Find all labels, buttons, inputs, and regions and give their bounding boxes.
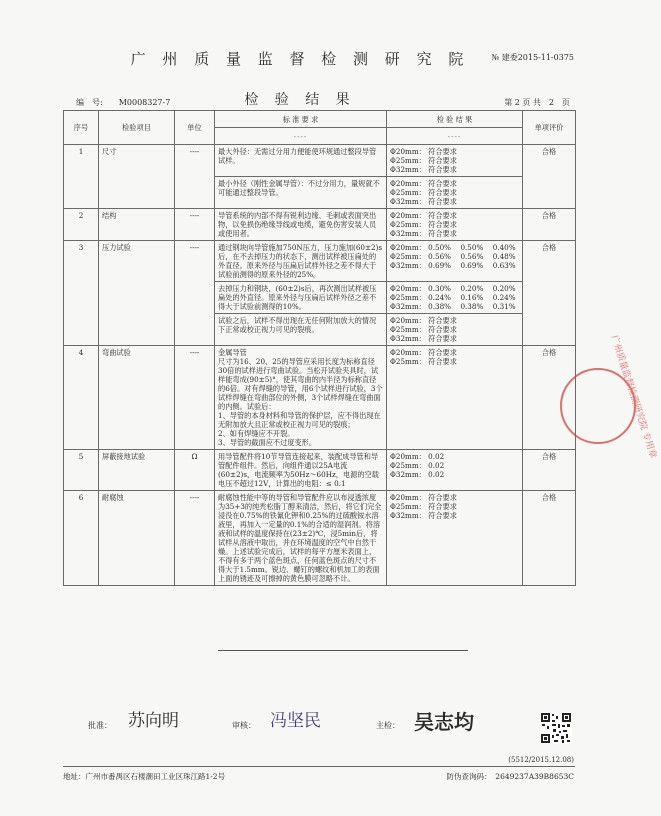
page-title: 检 验 结 果	[244, 92, 356, 108]
result-line: Φ25mm： 0.24% 0.16% 0.24%	[390, 293, 516, 302]
result-line: Φ20mm： 符合要求	[390, 493, 457, 502]
test-result	[387, 145, 523, 177]
header-item: 检验项目	[99, 111, 175, 145]
inspect-signature: 吴志均	[414, 710, 474, 734]
result-line: Φ20mm： 符合要求	[390, 211, 457, 220]
report-number: № 建委2015-11-0375	[491, 53, 574, 62]
result-line: Φ32mm： 符合要求	[390, 165, 457, 174]
result-line: Φ20mm： 符合要求	[390, 179, 457, 188]
result-line: Φ32mm： 0.02	[390, 470, 445, 479]
standard-requirement: 金属导管 尺寸为16、20、25的导管应采用长度为标称直径30倍的试样进行弯曲试验。当松开试验夹具时，试样能弯成(90±5)°，使其弯曲的内半径为标称直径的6倍。对有焊缝的导管，用6个试样进行试验，3个试样焊缝在弯曲部位的外侧，3个试样焊缝在弯曲面的内侧。试验后： 1、导管的本身材料和导管的保护层，应不得出现在无附加放大且正常或校正视力可见的裂痕； 2、如有焊缝应不开裂。 3、导管的截面应不过度变形。	[215, 346, 387, 450]
result-line: Φ20mm： 符合要求	[390, 348, 457, 357]
standard-requirement: 最小外径（刚性金属导管）：不过分用力，量规就不可能通过整段导管。	[215, 177, 387, 209]
single-evaluation: 合格	[523, 209, 576, 241]
serial-number: 编 号: M0008327-7	[76, 98, 171, 107]
header-result: 检 验 结 果	[387, 111, 523, 128]
footer-divider	[63, 766, 575, 767]
standard-requirement: 试验之后，试样不得出现在无任何附加放大的情况下正常或校正视力可见的裂痕。	[215, 314, 387, 346]
seal-text: 广州质量监督检测研究院 专用章	[608, 334, 658, 460]
unit: ----	[175, 491, 215, 586]
header-unit: 单位	[175, 111, 215, 145]
table-row	[64, 491, 576, 586]
test-item: 耐腐蚀	[99, 491, 175, 586]
result-line: Φ32mm： 0.38% 0.38% 0.31%	[390, 302, 516, 311]
result-line: Φ20mm： 符合要求	[390, 316, 457, 325]
header-seq: 序号	[64, 111, 99, 145]
test-result	[387, 282, 523, 314]
test-item: 屏蔽接地试验	[99, 450, 175, 491]
standard-requirement: 去掉压力和钢块，(60±2)s后，再次测出试样被压扁处的外直径。原来外径与压扁后试样外径之差不得大于试验前测得的10%。	[215, 282, 387, 314]
results-table	[63, 110, 576, 586]
result-line: Φ25mm： 符合要求	[390, 502, 457, 511]
qr-code-icon	[540, 712, 572, 744]
unit: ----	[175, 346, 215, 450]
document-version: (5512/2015.12.08)	[508, 756, 574, 764]
result-line: Φ25mm： 符合要求	[390, 357, 457, 366]
test-result	[387, 209, 523, 241]
header-standard-dash: ----	[215, 128, 387, 145]
table-row	[64, 145, 576, 177]
header-standard: 标 准 要 求	[215, 111, 387, 128]
header-eval: 单项评价	[523, 111, 576, 145]
test-result	[387, 450, 523, 491]
test-item: 尺寸	[99, 145, 175, 209]
test-item: 结构	[99, 209, 175, 241]
result-line: Φ20mm： 0.30% 0.20% 0.20%	[390, 284, 516, 293]
test-item: 弯曲试验	[99, 346, 175, 450]
test-result	[387, 314, 523, 346]
table-row	[64, 346, 576, 450]
single-evaluation: 合格	[523, 241, 576, 346]
result-line: Φ32mm： 符合要求	[390, 334, 457, 343]
approve-label: 批准：	[88, 721, 112, 730]
address: 地址：广州市番禺区石楼潮田工业区珠江路1-2号	[63, 772, 226, 781]
result-line: Φ20mm： 0.02	[390, 452, 445, 461]
test-result	[387, 177, 523, 209]
standard-requirement: 耐腐蚀性能中等的导管和导管配件应以布浸透浓度为35+3的纯秃松脂丁醇来清洁，然后，将它们完全浸没在0.75%的铁氰化钾和0.25%的过硫酸铵水溶液里，再加入一定量的0.1%的合适的湿润剂。将溶液和试样的温度保持在(23±2)℃，浸5min后，将试样从溶液中取出，并在环境温度的空气中自然干燥。上述试验完成后，试样的每平方厘米表面上，不得有多于两个蓝色斑点，任何蓝色斑点的尺寸不得大于1.5mm。锐边、螺钉的螺纹和机加工的表面上面的锈迹及可擦掉的黄色膜可忽略不计。	[215, 491, 387, 586]
result-line: Φ25mm： 符合要求	[390, 188, 457, 197]
end-rule	[218, 650, 468, 651]
unit: ----	[175, 145, 215, 209]
row-number: 4	[64, 346, 99, 450]
review-label: 审核：	[232, 721, 256, 730]
result-line: Φ20mm： 符合要求	[390, 147, 457, 156]
result-line: Φ25mm： 符合要求	[390, 156, 457, 165]
unit: ----	[175, 241, 215, 346]
unit: Ω	[175, 450, 215, 491]
organization-name: 广 州 质 量 监 督 检 测 研 究 院	[130, 50, 470, 68]
row-number: 5	[64, 450, 99, 491]
test-result	[387, 241, 523, 282]
inspect-label: 主检：	[376, 721, 400, 730]
official-seal	[560, 334, 658, 460]
table-row	[64, 241, 576, 282]
approve-signature: 苏向明	[128, 711, 179, 731]
table-row	[64, 209, 576, 241]
result-line: Φ32mm： 0.69% 0.69% 0.63%	[390, 261, 516, 270]
test-item: 压力试验	[99, 241, 175, 346]
result-line: Φ25mm： 符合要求	[390, 325, 457, 334]
single-evaluation: 合格	[523, 450, 576, 491]
table-header-row	[64, 111, 576, 128]
single-evaluation: 合格	[523, 491, 576, 586]
row-number: 6	[64, 491, 99, 586]
result-line: Φ32mm： 符合要求	[390, 229, 457, 238]
standard-requirement: 通过钢块向导管施加750N压力，压力施加(60±2)s后，在不去掉压力的状态下，测出试样被压扁处的外直径。原来外径与压扁后试样外径之差不得大于试验前测得的原来外径的25%。	[215, 241, 387, 282]
result-line: Φ25mm： 符合要求	[390, 220, 457, 229]
single-evaluation: 合格	[523, 145, 576, 209]
result-line: Φ32mm： 符合要求	[390, 511, 457, 520]
header-result-dash: ----	[387, 128, 523, 145]
unit: ----	[175, 209, 215, 241]
row-number: 2	[64, 209, 99, 241]
standard-requirement: 最大外径：无需过分用力便能使环规通过整段导管试样。	[215, 145, 387, 177]
review-signature: 冯坚民	[270, 711, 321, 731]
result-line: Φ25mm： 0.56% 0.56% 0.48%	[390, 252, 516, 261]
result-line: Φ32mm： 符合要求	[390, 197, 457, 206]
test-result	[387, 346, 523, 450]
result-line: Φ20mm： 0.50% 0.50% 0.40%	[390, 243, 516, 252]
row-number: 1	[64, 145, 99, 209]
table-row	[64, 450, 576, 491]
test-result	[387, 491, 523, 586]
row-number: 3	[64, 241, 99, 346]
result-line: Φ25mm： 0.02	[390, 461, 445, 470]
single-evaluation: 合格	[523, 346, 576, 450]
page-indicator: 第 2 页 共 2 页	[504, 98, 570, 107]
standard-requirement: 用导管配件将10节导管连接起来，装配成导管和导管配件组件。然后，向组件通以25A电流(60±2)s，电流频率为50Hz～60Hz，电源的空载电压不超过12V，计算出的电阻：≤ 0.1	[215, 450, 387, 491]
standard-requirement: 导管系统的内部不得有锐利边缘、毛刺或表面突出物，以免损伤绝缘导线或电缆，避免伤害安装人员或使用者。	[215, 209, 387, 241]
anti-fake-code: 防伪查询码： 2649237A39B8653C	[446, 772, 574, 781]
